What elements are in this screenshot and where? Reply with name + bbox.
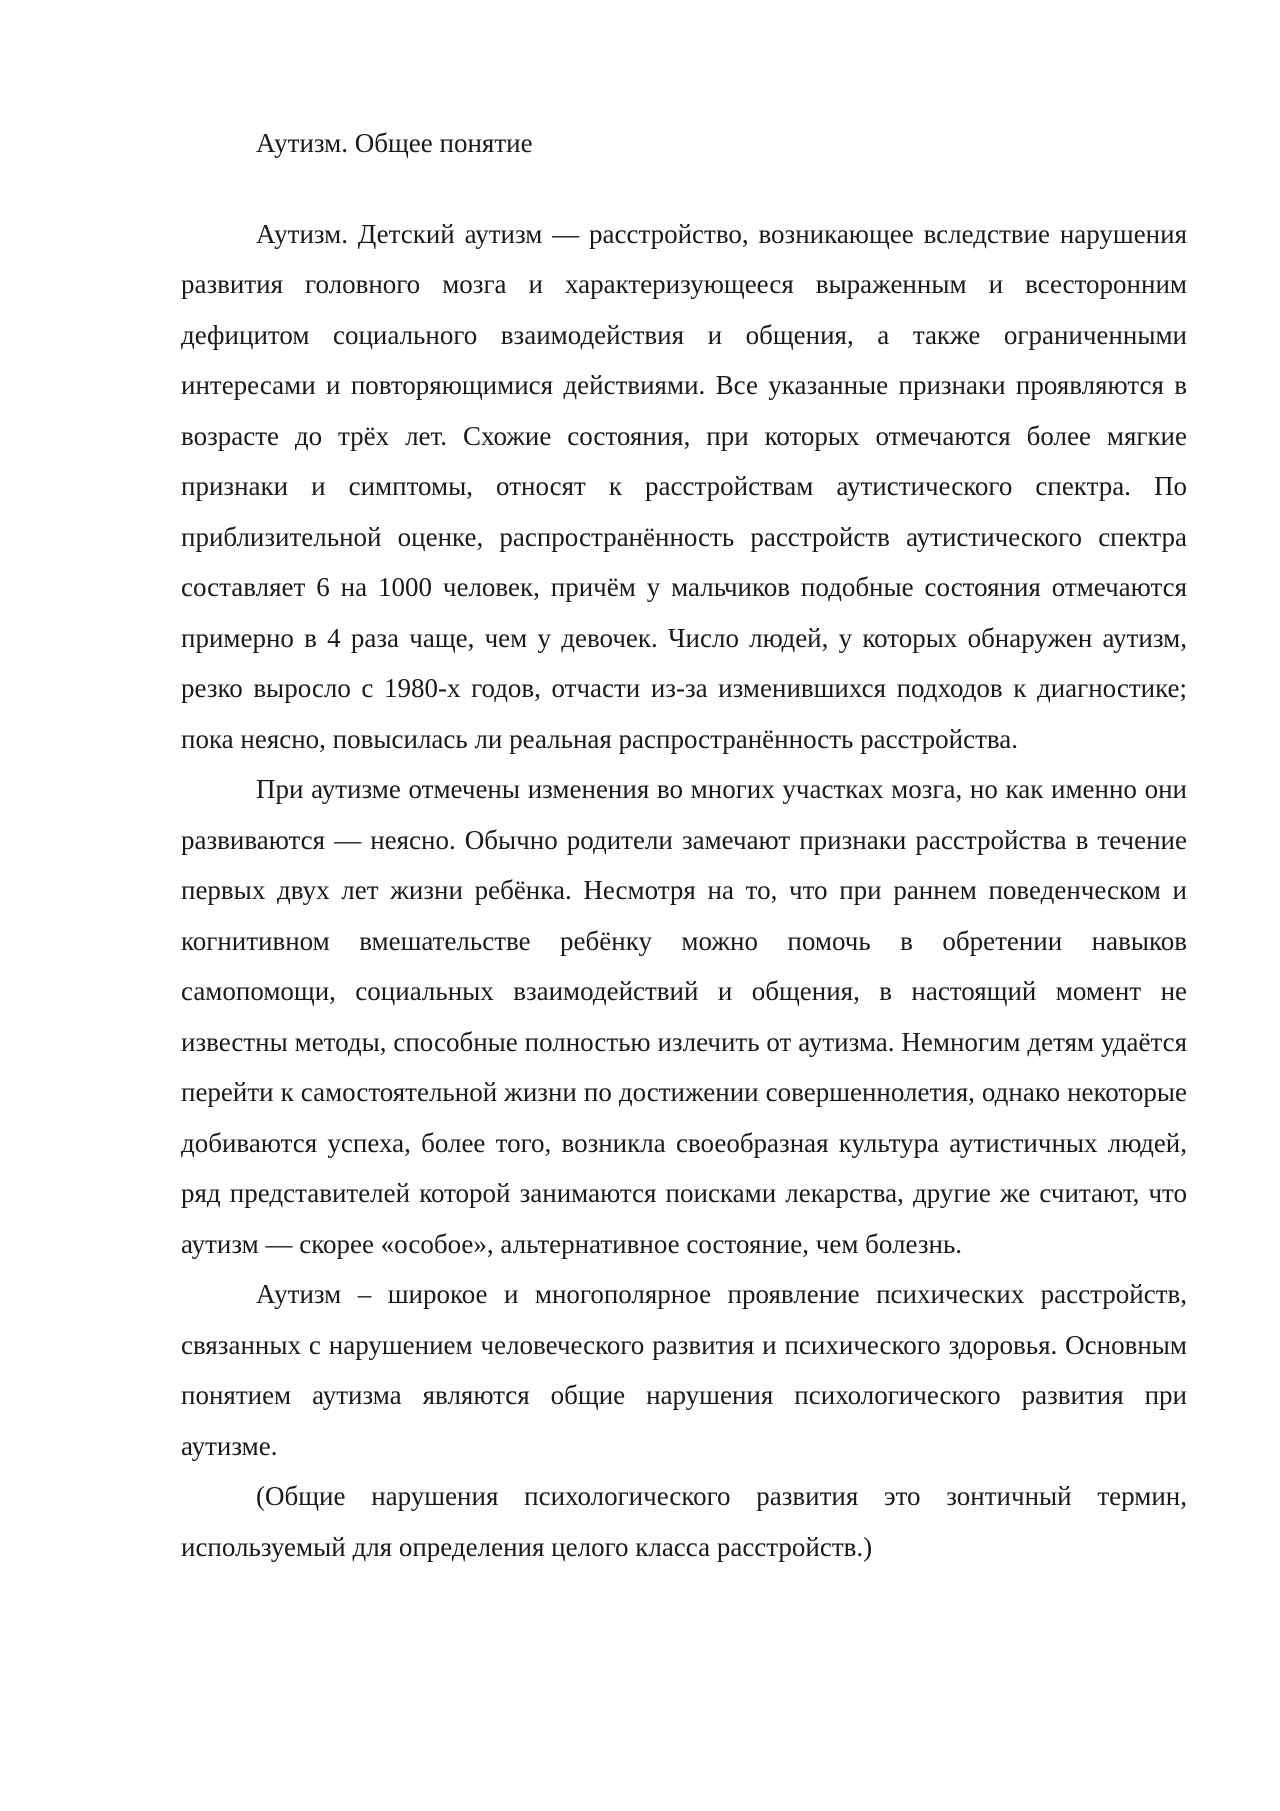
paragraph-autism-disorders: Аутизм – широкое и многополярное проявление психических расстройств, связанных с нарушением человеческого развития и психического здоровья. Основным понятием аутизма являются общие нарушения психологического развития при аутизме. <box>181 1279 1187 1461</box>
document-body <box>181 118 1187 1572</box>
paragraph-umbrella-term: (Общие нарушения психологического развития это зонтичный термин, используемый для определения целого класса расстройств.) <box>181 1481 1187 1562</box>
paragraph-autism-definition: Аутизм. Детский аутизм — расстройство, возникающее вследствие нарушения развития головного мозга и характеризующееся выраженным и всесторонним дефицитом социального взаимодействия и общения, а также ограниченными интересами и повторяющимися действиями. Все указанные признаки проявляются в возрасте до трёх лет. Схожие состояния, при которых отмечаются более мягкие признаки и симптомы, относят к расстройствам аутистического спектра. По приблизительной оценке, распространённость расстройств аутистического спектра составляет 6 на 1000 человек, причём у мальчиков подобные состояния отмечаются примерно в 4 раза чаще, чем у девочек. Число людей, у которых обнаружен аутизм, резко выросло с 1980-х годов, отчасти из-за изменившихся подходов к диагностике; пока неясно, повысилась ли реальная распространённость расстройства. <box>181 218 1187 754</box>
title-spacer <box>181 169 1187 209</box>
document-title: Аутизм. Общее понятие <box>256 128 533 158</box>
paragraph-brain-changes: При аутизме отмечены изменения во многих участках мозга, но как именно они развиваются — неясно. Обычно родители замечают признаки расстройства в течение первых двух лет жизни ребёнка. Несмотря на то, что при раннем поведенческом и когнитивном вмешательстве ребёнку можно помочь в обретении навыков самопомощи, социальных взаимодействий и общения, в настоящий момент не известны методы, способные полностью излечить от аутизма. Немногим детям удаётся перейти к самостоятельной жизни по достижении совершеннолетия, однако некоторые добиваются успеха, более того, возникла своеобразная культура аутистичных людей, ряд представителей которой занимаются поисками лекарства, другие же считают, что аутизм — скорее «особое», альтернативное состояние, чем болезнь. <box>181 774 1187 1259</box>
